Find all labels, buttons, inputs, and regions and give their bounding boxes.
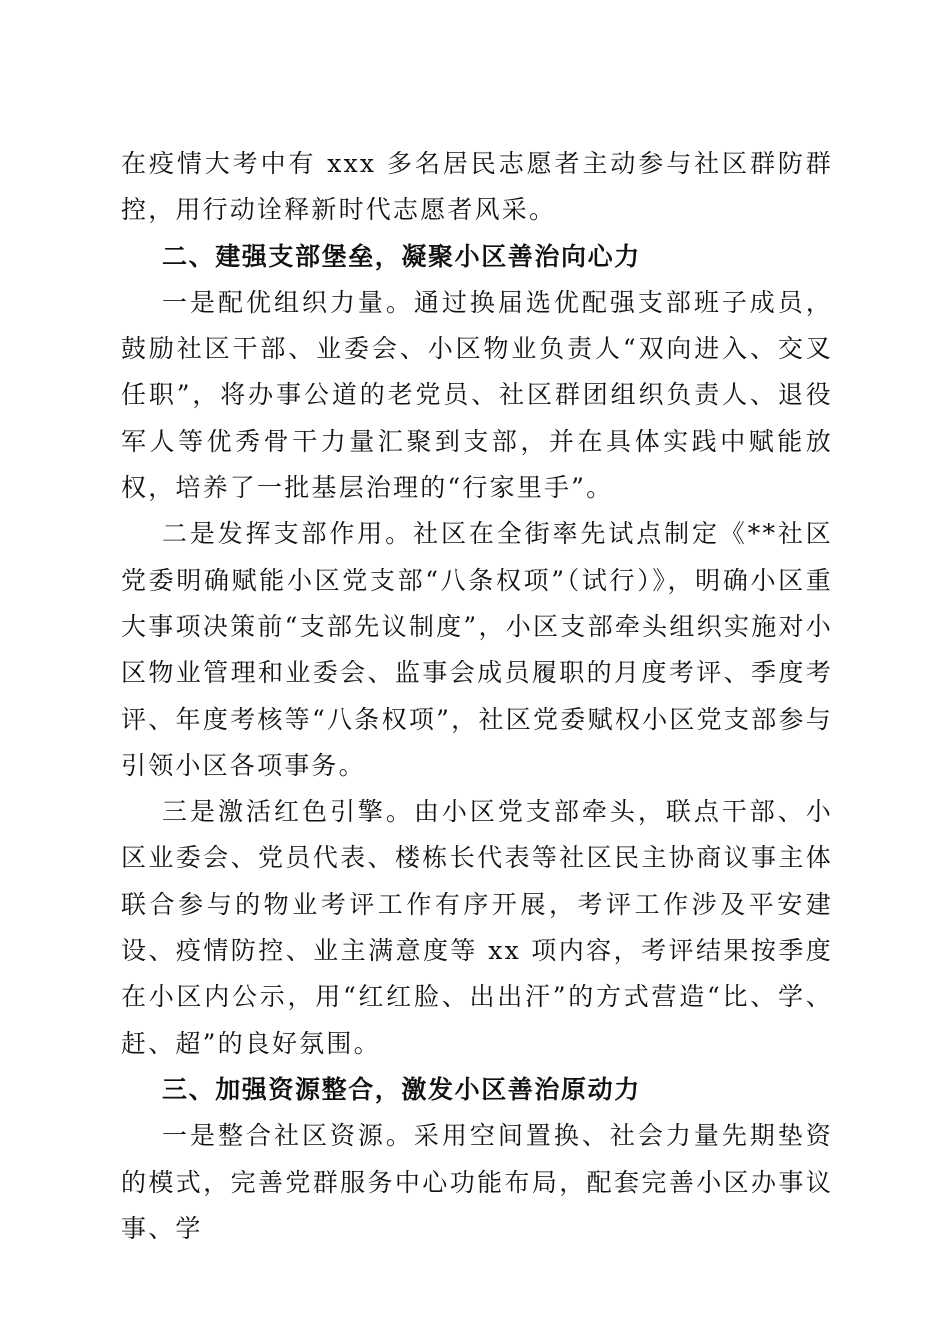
document-body — [121, 141, 833, 1252]
paragraph-text: 社区在全街率先试点制定《**社区党委明确赋能小区党支部“八条权项”（试行）》，明确小区重大事项决策前“支部先议制度”，小区支部牵头组织实施对小区物业管理和业委会、监事会成员履职的月度考评、季度考评、年度考核等“八条权项”，社区党委赋权小区党支部参与引领小区各项事务。 — [121, 519, 833, 780]
paragraph-branch-role — [121, 511, 833, 789]
paragraph-text: 由小区党支部牵头，联点干部、小区业委会、党员代表、楼栋长代表等社区民主协商议事主体联合参与的物业考评工作有序开展，考评工作涉及平安建设、疫情防控、业主满意度等 xx 项内容，考评结果按季度在小区内公示，用“红红脸、出出汗”的方式营造“比、学、赶、超”的良好氛围。 — [121, 797, 833, 1058]
section-heading-2 — [121, 234, 833, 280]
paragraph-red-engine — [121, 789, 833, 1067]
paragraph-lead: 二是发挥支部作用。 — [162, 519, 414, 549]
section-heading-3 — [121, 1067, 833, 1113]
heading-text: 二、建强支部堡垒，凝聚小区善治向心力 — [162, 241, 641, 271]
paragraph-text: 采用空间置换、社会力量先期垫资的模式，完善党群服务中心功能布局，配套完善小区办事议事、学 — [121, 1121, 833, 1243]
paragraph-text: 在疫情大考中有 xxx 多名居民志愿者主动参与社区群防群控，用行动诠释新时代志愿者风采。 — [121, 149, 833, 225]
paragraph-integrate-resources — [121, 1113, 833, 1252]
paragraph-text: 通过换届选优配强支部班子成员，鼓励社区干部、业委会、小区物业负责人“双向进入、交叉任职”，将办事公道的老党员、社区群团组织负责人、退役军人等优秀骨干力量汇聚到支部，并在具体实践中赋能放权，培养了一批基层治理的“行家里手”。 — [121, 287, 833, 503]
paragraph-lead: 一是整合社区资源。 — [162, 1121, 414, 1151]
heading-text: 三、加强资源整合，激发小区善治原动力 — [162, 1074, 641, 1104]
paragraph-lead: 三是激活红色引擎。 — [162, 797, 414, 827]
paragraph-lead: 一是配优组织力量。 — [162, 287, 414, 317]
paragraph-volunteers — [121, 141, 833, 234]
paragraph-optimize-organization — [121, 280, 833, 511]
